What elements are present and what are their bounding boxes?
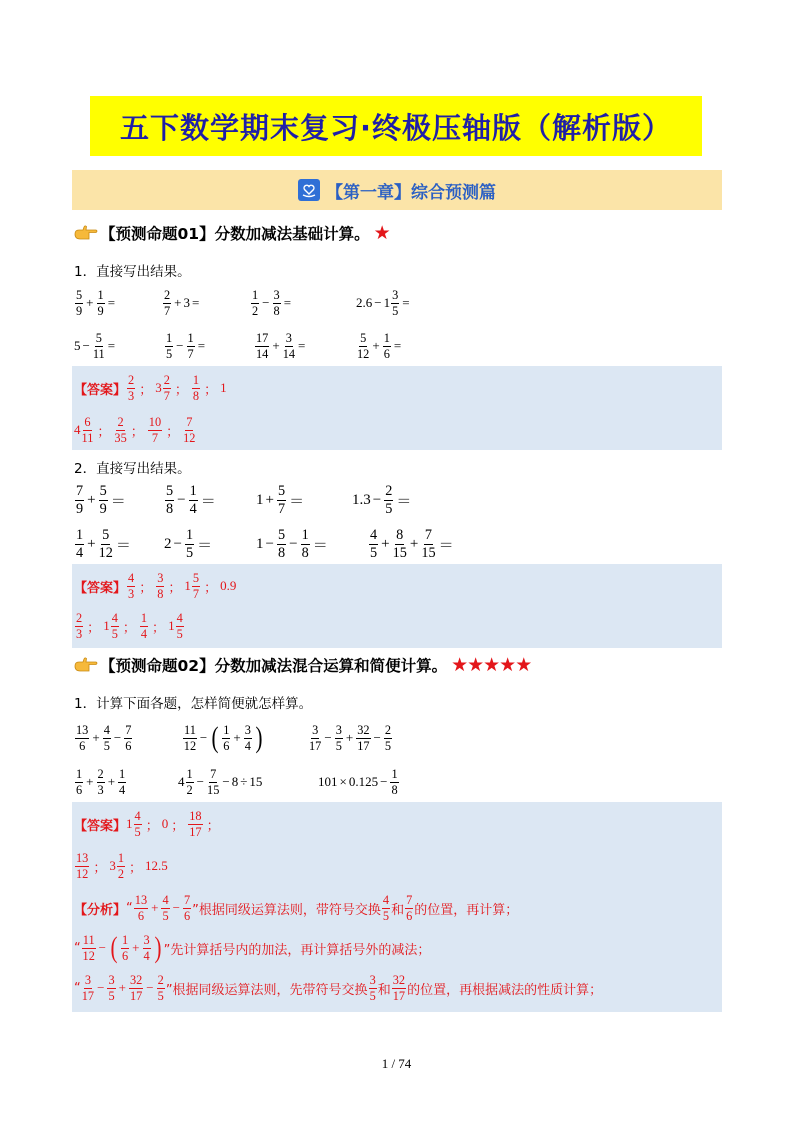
difficulty-stars: ★★★★★ (451, 654, 532, 676)
expression: $\frac{3}{17}$ − $\frac{3}{5}$ + $\frac{32}{17}$ − $\frac{2}{5}$ (309, 723, 392, 753)
page-title: 五下数学期末复习·终极压轴版（解析版） (119, 110, 673, 145)
topic-label: 【预测命题01】分数加减法基础计算。 (100, 225, 370, 243)
expression-row (74, 720, 694, 756)
topic-heading (74, 654, 531, 676)
expression: $\frac{11}{12}$ − ( $\frac{1}{6}$ + $\frac{3}{4}$ ) (183, 721, 263, 754)
expression: $\frac{5}{12}$ + $\frac{1}{6}$ = (357, 331, 402, 361)
answer-label: 【答案】 (74, 382, 127, 398)
answer-label: 【答案】 (74, 580, 127, 596)
answer-box (72, 366, 722, 450)
expression: 1 + $\frac{5}{7}$ ＝ (256, 483, 305, 517)
expression: $\frac{1}{6}$ + $\frac{2}{3}$ + $\frac{1}{4}$ (76, 767, 126, 797)
analysis-label: 【分析】 (74, 902, 127, 918)
answer-line: 【答案】 $\frac{4}{3}$ ； $\frac{3}{8}$ ； 1 $\frac{5}{7}$ ； 0.9 (74, 571, 237, 601)
expression-row (74, 482, 694, 518)
question-title: 1．计算下面各题，怎样简便就怎样算。 (74, 696, 313, 712)
pointing-hand-icon (74, 657, 98, 673)
expression: 4 $\frac{1}{2}$ − $\frac{7}{15}$ − 8 ÷ 15 (178, 767, 263, 797)
answer-line: $\frac{13}{12}$ ； 3 $\frac{1}{2}$ ； 12.5 (76, 851, 168, 881)
analysis-line: “ $\frac{11}{12}$ − ( $\frac{1}{6}$ + $\frac{3}{4}$ ) ”先计算括号内的加法，再计算括号外的减法； (74, 931, 431, 964)
heart-hand-icon (298, 179, 320, 201)
topic-label: 【预测命题02】分数加减法混合运算和简便计算。 (100, 657, 448, 675)
expression: 2.6 − 1 $\frac{3}{5}$ = (356, 288, 410, 318)
answer-line: $\frac{2}{3}$ ； 1 $\frac{4}{5}$ ； $\frac{1}{4}$ ； 1 $\frac{4}{5}$ (76, 611, 183, 641)
expression: $\frac{5}{8}$ − $\frac{1}{4}$ ＝ (166, 483, 216, 517)
answer-line: 【答案】 1 $\frac{4}{5}$ ； 0 ； $\frac{18}{17}$ ； (74, 809, 220, 839)
expression: $\frac{1}{5}$ − $\frac{1}{7}$ = (166, 331, 206, 361)
expression: $\frac{4}{5}$ + $\frac{8}{15}$ + $\frac{7}{15}$ ＝ (370, 527, 454, 561)
difficulty-stars: ★ (373, 222, 390, 244)
expression: $\frac{13}{6}$ + $\frac{4}{5}$ − $\frac{7}{6}$ (76, 723, 132, 753)
chapter-title: 【第一章】综合预测篇 (326, 182, 496, 203)
expression: 5 − $\frac{5}{11}$ = (74, 331, 116, 361)
expression-row (74, 285, 694, 321)
topic-heading (74, 222, 390, 244)
expression: $\frac{5}{9}$ + $\frac{1}{9}$ = (76, 288, 116, 318)
expression: 1.3 − $\frac{2}{5}$ ＝ (352, 483, 412, 517)
title-banner (90, 96, 702, 156)
chapter-banner (72, 170, 722, 210)
expression: $\frac{1}{4}$ + $\frac{5}{12}$ ＝ (76, 527, 131, 561)
answer-line: 4 $\frac{6}{11}$ ； $\frac{2}{35}$ ； $\frac{10}{7}$ ； $\frac{7}{12}$ (74, 415, 196, 445)
answer-line: 【答案】 $\frac{2}{3}$ ； 3 $\frac{2}{7}$ ； $\frac{1}{8}$ ； 1 (74, 373, 227, 403)
expression: $\frac{7}{9}$ + $\frac{5}{9}$ ＝ (76, 483, 126, 517)
answer-box (72, 564, 722, 648)
expression: 2 − $\frac{1}{5}$ ＝ (164, 527, 213, 561)
analysis-line: 【分析】 “ $\frac{13}{6}$ + $\frac{4}{5}$ − $\frac{7}{6}$ ”根据同级运算法则，带符号交换 $\frac{4}{5}$ 和 $\frac{7}{6}$ 的位置，再计算； (74, 893, 519, 923)
expression-row (74, 764, 694, 800)
analysis-line: “ $\frac{3}{17}$ − $\frac{3}{5}$ + $\frac{32}{17}$ − $\frac{2}{5}$ ”根据同级运算法则，先带符号交换 $\frac{3}{5}$ 和 $\frac{32}{17}$ 的位置，再根据减法的性质计算； (74, 973, 603, 1003)
expression: 1 − $\frac{5}{8}$ − $\frac{1}{8}$ ＝ (256, 527, 328, 561)
expression-row (74, 526, 694, 562)
question-title: 1．直接写出结果。 (74, 264, 191, 280)
question-title: 2．直接写出结果。 (74, 461, 191, 477)
expression: 101 × 0.125 − $\frac{1}{8}$ (318, 767, 398, 797)
expression: $\frac{2}{7}$ + 3 = (164, 288, 200, 318)
pointing-hand-icon (74, 225, 98, 241)
expression-row (74, 328, 694, 364)
expression: $\frac{17}{14}$ + $\frac{3}{14}$ = (256, 331, 306, 361)
page-number: 1 / 74 (381, 1056, 412, 1071)
answer-label: 【答案】 (74, 818, 127, 834)
expression: $\frac{1}{2}$ − $\frac{3}{8}$ = (252, 288, 292, 318)
answer-box (72, 802, 722, 1012)
